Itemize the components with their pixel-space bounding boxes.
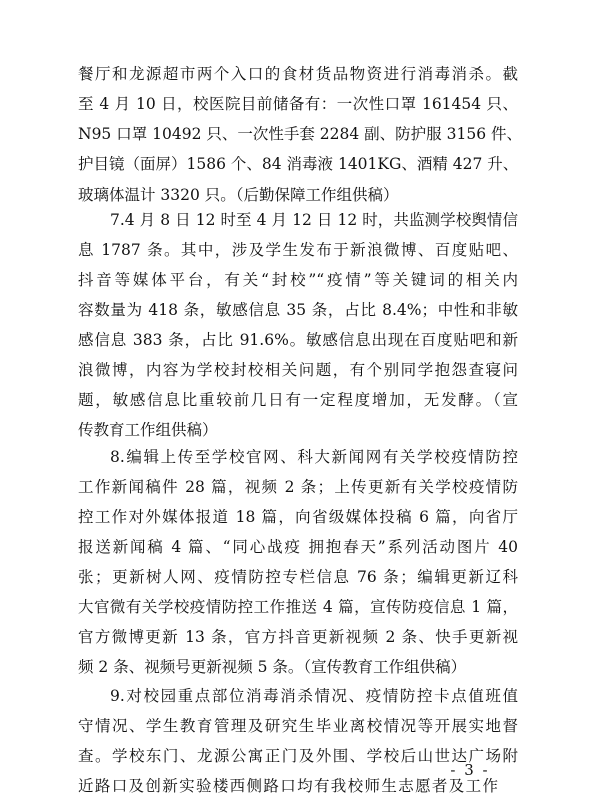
paragraph-9-start: 9.对校园重点部位消毒消杀情况、疫情防控卡点值班值 <box>110 687 518 705</box>
text-line: 大官微有关学校疫情防控工作推送 4 篇，宣传防疫信息 1 篇， <box>78 598 518 616</box>
text-line: 张；更新树人网、疫情防控专栏信息 76 条；编辑更新辽科 <box>78 568 518 586</box>
text-line: 餐厅和龙源超市两个入口的食材货品物资进行消毒消杀。截 <box>78 65 518 83</box>
text-line: 官方微博更新 13 条，官方抖音更新视频 2 条、快手更新视 <box>78 628 518 646</box>
text-line: 护目镜（面屏）1586 个、84 消毒液 1401KG、酒精 427 升、 <box>78 155 519 173</box>
text-line: 感信息 383 条，占比 91.6%。敏感信息出现在百度贴吧和新 <box>78 331 518 349</box>
text-line: 至 4 月 10 日，校医院目前储备有：一次性口罩 161454 只、 <box>78 95 518 113</box>
text-line: 查。学校东门、龙源公寓正门及外围、学校后山世达广场附 <box>78 747 518 765</box>
text-line: 玻璃体温计 3320 只。（后勤保障工作组供稿） <box>78 186 399 204</box>
paragraph-7-start: 7.4 月 8 日 12 时至 4 月 12 日 12 时，共监测学校舆情信 <box>110 211 518 229</box>
text-line: 抖音等媒体平台，有关“封校”“疫情”等关键词的相关内 <box>78 271 518 289</box>
page-number: - 3 - <box>450 761 490 779</box>
text-line: 题，敏感信息比重较前几日有一定程度增加，无发酵。（宣 <box>78 391 518 409</box>
text-line: 息 1787 条。其中，涉及学生发布于新浪微博、百度贴吧、 <box>78 241 518 259</box>
text-line: N95 口罩 10492 只、一次性手套 2284 副、防护服 3156 件、 <box>78 125 522 143</box>
text-line: 报送新闻稿 4 篇、“同心战疫 拥抱春天”系列活动图片 40 <box>78 538 518 556</box>
text-line: 容数量为 418 条，敏感信息 35 条，占比 8.4%；中性和非敏 <box>78 301 518 319</box>
text-line: 守情况、学生教育管理及研究生毕业离校情况等开展实地督 <box>78 717 518 735</box>
text-line: 工作新闻稿件 28 篇，视频 2 条；上传更新有关学校疫情防 <box>78 478 518 496</box>
text-line: 浪微博，内容为学校封校相关问题，有个别同学抱怨查寝问 <box>78 361 518 379</box>
text-line: 频 2 条、视频号更新视频 5 条。（宣传教育工作组供稿） <box>78 658 467 676</box>
text-line: 近路口及创新实验楼西侧路口均有我校师生志愿者及工作 <box>78 777 498 795</box>
paragraph-8-start: 8.编辑上传至学校官网、科大新闻网有关学校疫情防控 <box>110 448 518 466</box>
text-line: 传教育工作组供稿） <box>78 421 218 439</box>
text-line: 控工作对外媒体报道 18 篇，向省级媒体投稿 6 篇，向省厅 <box>78 508 518 526</box>
